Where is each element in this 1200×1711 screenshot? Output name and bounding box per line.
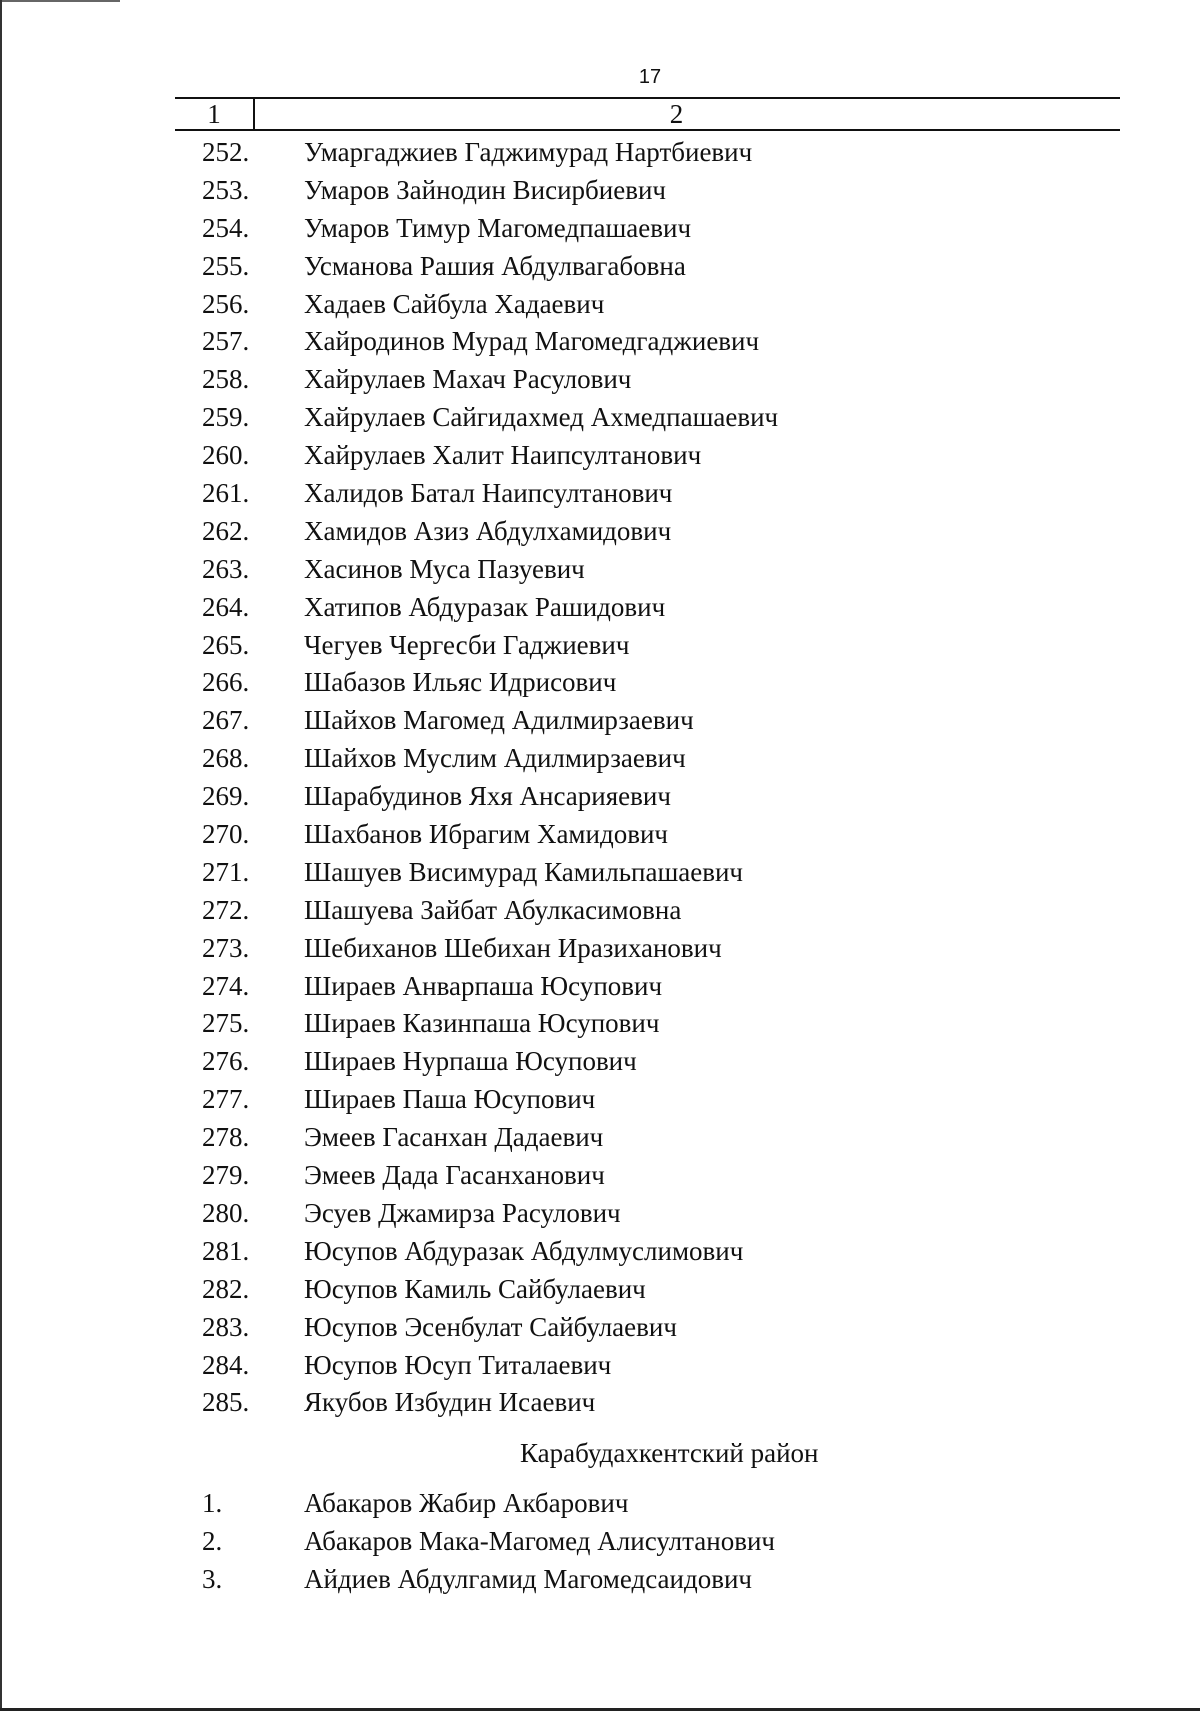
list-item bbox=[0, 475, 1200, 513]
list-item-name: Умаров Тимур Магомедпашаевич bbox=[304, 212, 692, 243]
list-item bbox=[0, 778, 1200, 816]
list-item-number: 276. bbox=[202, 1046, 250, 1077]
list-item-name: Шайхов Магомед Адилмирзаевич bbox=[304, 705, 694, 736]
list-item bbox=[0, 1233, 1200, 1271]
list-item bbox=[0, 1309, 1200, 1347]
list-item-number: 253. bbox=[202, 174, 250, 205]
table-header-col1: 1 bbox=[175, 99, 255, 129]
list-item-name: Абакаров Мака-Магомед Алисултанович bbox=[304, 1525, 775, 1556]
list-item-number: 264. bbox=[202, 591, 250, 622]
list-item-number: 278. bbox=[202, 1122, 250, 1153]
list-item-name: Шашуев Висимурад Камильпашаевич bbox=[304, 856, 744, 887]
list-item-number: 271. bbox=[202, 856, 250, 887]
list-item-name: Эмеев Гасанхан Дадаевич bbox=[304, 1122, 604, 1153]
list-item bbox=[0, 1005, 1200, 1043]
list-item-name: Чегуев Чергесби Гаджиевич bbox=[304, 629, 630, 660]
list-item bbox=[0, 930, 1200, 968]
table-header-col2 bbox=[257, 99, 1120, 129]
list-item-name: Хайрулаев Махач Расулович bbox=[304, 364, 632, 395]
list-item-name: Шираев Паша Юсупович bbox=[304, 1084, 596, 1115]
names-list bbox=[0, 134, 1200, 1422]
list-item-number: 1. bbox=[202, 1488, 223, 1518]
list-item bbox=[0, 323, 1200, 361]
list-item-name: Шайхов Муслим Адилмирзаевич bbox=[304, 743, 686, 774]
list-item bbox=[0, 1119, 1200, 1157]
scan-edge-top bbox=[0, 0, 120, 2]
list-item bbox=[0, 551, 1200, 589]
list-item-number: 284. bbox=[202, 1349, 250, 1380]
list-item-name: Хадаев Сайбула Хадаевич bbox=[304, 288, 605, 319]
list-item-name: Хатипов Абдуразак Рашидович bbox=[304, 591, 666, 622]
list-item-number: 282. bbox=[202, 1273, 250, 1304]
list-item-name: Умаргаджиев Гаджимурад Нартбиевич bbox=[304, 137, 753, 167]
list-item-number: 265. bbox=[202, 629, 250, 660]
list-item-name: Халидов Батал Наипсултанович bbox=[304, 478, 673, 509]
list-item bbox=[0, 854, 1200, 892]
list-item-name: Юсупов Юсуп Титалаевич bbox=[304, 1349, 612, 1380]
list-item bbox=[0, 627, 1200, 665]
table-header bbox=[175, 97, 1120, 131]
list-item bbox=[0, 286, 1200, 324]
list-item bbox=[0, 1485, 1200, 1523]
list-item-number: 279. bbox=[202, 1160, 250, 1191]
list-item bbox=[0, 1157, 1200, 1195]
list-item-number: 263. bbox=[202, 553, 250, 584]
list-item bbox=[0, 172, 1200, 210]
list-item-number: 257. bbox=[202, 326, 250, 357]
list-item-number: 272. bbox=[202, 894, 250, 925]
list-item bbox=[0, 702, 1200, 740]
list-item-number: 274. bbox=[202, 970, 250, 1001]
list-item-number: 268. bbox=[202, 743, 250, 774]
list-item-name: Хайрулаев Халит Наипсултанович bbox=[304, 440, 702, 471]
list-item bbox=[0, 740, 1200, 778]
list-item-name: Шираев Казинпаша Юсупович bbox=[304, 1008, 660, 1039]
list-item-name: Шираев Анварпаша Юсупович bbox=[304, 970, 663, 1001]
list-item-number: 280. bbox=[202, 1197, 250, 1228]
list-item bbox=[0, 968, 1200, 1006]
list-item-number: 252. bbox=[202, 137, 250, 167]
list-item-name: Якубов Избудин Исаевич bbox=[304, 1387, 596, 1418]
list-item-name: Шираев Нурпаша Юсупович bbox=[304, 1046, 637, 1077]
list-item-name: Шебиханов Шебихан Иразиханович bbox=[304, 932, 722, 963]
list-item bbox=[0, 892, 1200, 930]
list-item bbox=[0, 1523, 1200, 1561]
list-item bbox=[0, 437, 1200, 475]
list-item bbox=[0, 1384, 1200, 1422]
list-item-name: Юсупов Абдуразак Абдулмуслимович bbox=[304, 1235, 744, 1266]
list-item-name: Эмеев Дада Гасанханович bbox=[304, 1160, 605, 1191]
list-item-name: Юсупов Эсенбулат Сайбулаевич bbox=[304, 1311, 677, 1342]
list-item-number: 269. bbox=[202, 781, 250, 812]
list-item-number: 270. bbox=[202, 819, 250, 850]
list-item-name: Хасинов Муса Пазуевич bbox=[304, 553, 585, 584]
list-item-number: 262. bbox=[202, 515, 250, 546]
list-item bbox=[0, 664, 1200, 702]
list-item-name: Шарабудинов Яхя Ансарияевич bbox=[304, 781, 671, 812]
list-item-name: Юсупов Камиль Сайбулаевич bbox=[304, 1273, 646, 1304]
list-item-number: 3. bbox=[202, 1563, 223, 1594]
list-item bbox=[0, 1561, 1200, 1599]
list-item bbox=[0, 513, 1200, 551]
list-item-number: 2. bbox=[202, 1525, 223, 1556]
list-item-name: Хайродинов Мурад Магомедгаджиевич bbox=[304, 326, 760, 357]
list-item bbox=[0, 248, 1200, 286]
list-item-number: 255. bbox=[202, 250, 250, 281]
list-item-number: 285. bbox=[202, 1387, 250, 1418]
list-item-name: Шабазов Ильяс Идрисович bbox=[304, 667, 617, 698]
list-item bbox=[0, 816, 1200, 854]
list-item-name: Эсуев Джамирза Расулович bbox=[304, 1197, 621, 1228]
list-item bbox=[0, 589, 1200, 627]
page-number: 17 bbox=[638, 66, 662, 88]
list-item bbox=[0, 1347, 1200, 1385]
list-item-name: Умаров Зайнодин Висирбиевич bbox=[304, 174, 666, 205]
list-item bbox=[0, 1195, 1200, 1233]
list-item-number: 254. bbox=[202, 212, 250, 243]
section-title: Карабудахкентский район bbox=[520, 1438, 819, 1468]
list-item bbox=[0, 1271, 1200, 1309]
list-item-number: 267. bbox=[202, 705, 250, 736]
list-item-name: Усманова Рашия Абдулвагабовна bbox=[304, 250, 686, 281]
list-item bbox=[0, 361, 1200, 399]
list-item-number: 260. bbox=[202, 440, 250, 471]
list-item-number: 266. bbox=[202, 667, 250, 698]
list-item-number: 258. bbox=[202, 364, 250, 395]
list-item bbox=[0, 399, 1200, 437]
list-item-name: Абакаров Жабир Акбарович bbox=[304, 1488, 629, 1518]
list-item-number: 273. bbox=[202, 932, 250, 963]
list-item-name: Шахбанов Ибрагим Хамидович bbox=[304, 819, 668, 850]
list-item-number: 275. bbox=[202, 1008, 250, 1039]
list-item-number: 277. bbox=[202, 1084, 250, 1115]
list-item-name: Хамидов Азиз Абдулхамидович bbox=[304, 515, 672, 546]
list-item-number: 259. bbox=[202, 402, 250, 433]
list-item-number: 281. bbox=[202, 1235, 250, 1266]
list-item bbox=[0, 1081, 1200, 1119]
list-item-name: Хайрулаев Сайгидахмед Ахмедпашаевич bbox=[304, 402, 779, 433]
list-item bbox=[0, 210, 1200, 248]
section-names-list bbox=[0, 1485, 1200, 1599]
list-item bbox=[0, 134, 1200, 172]
list-item-name: Шашуева Зайбат Абулкасимовна bbox=[304, 894, 682, 925]
list-item bbox=[0, 1043, 1200, 1081]
list-item-name: Айдиев Абдулгамид Магомедсаидович bbox=[304, 1563, 753, 1594]
list-item-number: 283. bbox=[202, 1311, 250, 1342]
table-header-col2-label: 2 bbox=[669, 99, 684, 129]
list-item-number: 261. bbox=[202, 478, 250, 509]
list-item-number: 256. bbox=[202, 288, 250, 319]
